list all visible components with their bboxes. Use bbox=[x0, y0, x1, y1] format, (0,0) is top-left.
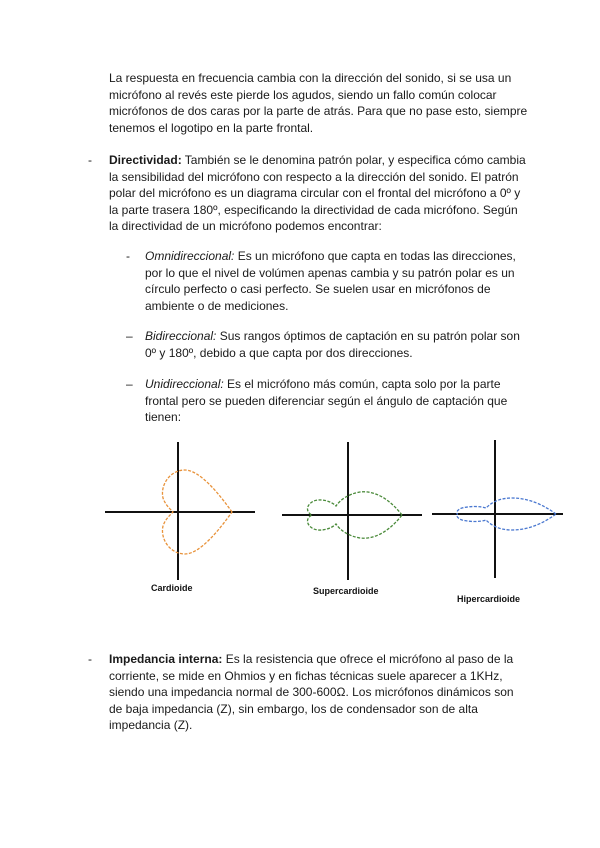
directividad-term: Directividad: bbox=[109, 153, 182, 167]
bidireccional-term: Bidireccional: bbox=[145, 329, 217, 343]
cardioide-label: Cardioide bbox=[151, 583, 193, 593]
supercardioide-label: Supercardioide bbox=[313, 586, 379, 596]
unidireccional-term: Unidireccional: bbox=[145, 377, 224, 391]
bidireccional-item bbox=[145, 328, 521, 361]
omnidireccional-term: Omnidireccional: bbox=[145, 249, 235, 263]
impedancia-bullet: - bbox=[88, 652, 92, 666]
omnidireccional-item bbox=[145, 248, 521, 314]
unidireccional-item bbox=[145, 376, 521, 426]
omnidireccional-text: Es un micrófono que capta en todas las direcciones, por lo que el nivel de volúmen apenas cambia y su patrón polar es un círculo perfecto o casi perfecto. Se suelen usar en micrófonos de ambiente o de mediciones. bbox=[145, 249, 516, 313]
impedancia-text: Es la resistencia que ofrece el micrófono al paso de la corriente, se mide en Ohmios y en fichas técnicas suele aparecer a 1KHz, siendo una impedancia normal de 300-600Ω. Los micrófonos dinámicos son de baja impedancia (Z), sin embargo, los de condensador son de alta impedancia (Z). bbox=[109, 652, 514, 732]
hipercardioide-label: Hipercardioide bbox=[457, 594, 521, 604]
unidireccional-text: Es el micrófono más común, capta solo por la parte frontal pero se pueden diferenciar según el ángulo de captación que tienen: bbox=[145, 377, 508, 424]
supercardioide-diagram bbox=[282, 440, 422, 580]
bidir-bullet: – bbox=[126, 329, 133, 343]
intro-paragraph: La respuesta en frecuencia cambia con la dirección del sonido, si se usa un micrófono al revés este pierde los agudos, siendo un fallo común colocar micrófonos de dos caras por la parte de atrás. Para que no pase esto, siempre tenemos el logotipo en la parte frontal. bbox=[109, 71, 528, 135]
directividad-item bbox=[109, 152, 529, 235]
unidir-bullet: – bbox=[126, 377, 133, 391]
directividad-bullet: - bbox=[88, 153, 92, 167]
impedancia-term: Impedancia interna: bbox=[109, 652, 223, 666]
hipercardioide-diagram bbox=[430, 438, 565, 578]
impedancia-item bbox=[109, 651, 529, 734]
cardioide-diagram bbox=[105, 440, 255, 580]
omni-bullet: - bbox=[126, 249, 130, 263]
directividad-text: También se le denomina patrón polar, y especifica cómo cambia la sensibilidad del micrófono con respecto a la dirección del sonido. El patrón polar del micrófono es un diagrama circular con el frontal del micrófono a 0º y la parte trasera 180º, especificando la directividad de cada micrófono. Según la directividad de un micrófono podemos encontrar: bbox=[109, 153, 526, 233]
bidireccional-text: Sus rangos óptimos de captación en su patrón polar son 0º y 180º, debido a que capta por dos direcciones. bbox=[145, 329, 520, 360]
